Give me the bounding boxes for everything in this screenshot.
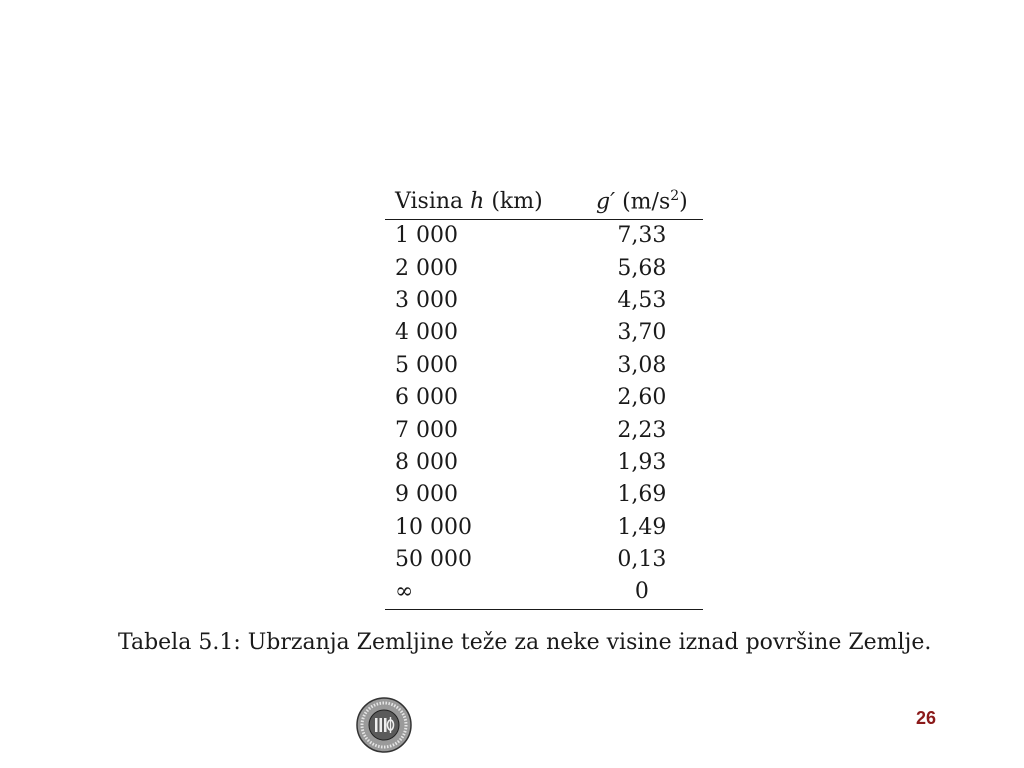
page-number: 26 bbox=[916, 708, 937, 728]
gravity-cell: 5,68 bbox=[617, 255, 667, 281]
height-cell: 8 000 bbox=[395, 449, 458, 475]
height-cell: 3 000 bbox=[395, 287, 458, 313]
gravity-table bbox=[385, 183, 703, 610]
height-cell: 1 000 bbox=[395, 223, 458, 249]
header-gravity: g′ $(m/s^2)$ bbox=[577, 183, 703, 220]
table-row bbox=[385, 447, 703, 479]
height-cell: 9 000 bbox=[395, 482, 458, 508]
table-row bbox=[385, 350, 703, 382]
gravity-cell: 3,08 bbox=[617, 352, 667, 378]
gravity-cell: 1,49 bbox=[617, 514, 667, 540]
gravity-cell: 4,53 bbox=[617, 287, 667, 313]
table-row bbox=[385, 285, 703, 317]
gravity-cell: 2,60 bbox=[617, 385, 667, 411]
table-row bbox=[385, 220, 703, 253]
height-cell: 2 000 bbox=[395, 255, 458, 281]
height-cell: 7 000 bbox=[395, 417, 458, 443]
height-cell: 10 000 bbox=[395, 514, 472, 540]
table-row bbox=[385, 414, 703, 446]
height-cell: 5 000 bbox=[395, 352, 458, 378]
table-row bbox=[385, 252, 703, 284]
height-cell-infinity: ∞ bbox=[385, 576, 577, 609]
table-row bbox=[385, 576, 703, 609]
height-cell: 4 000 bbox=[395, 320, 458, 346]
table-row bbox=[385, 382, 703, 414]
gravity-cell: 2,23 bbox=[617, 417, 667, 443]
table-caption: Tabela 5.1: Ubrzanja Zemljine teže za neke visine iznad površine Zemlje. bbox=[118, 630, 932, 655]
gravity-cell: 0 bbox=[577, 576, 703, 609]
gravity-cell: 1,69 bbox=[617, 482, 667, 508]
gravity-cell: 7,33 bbox=[617, 223, 667, 249]
height-cell: 50 000 bbox=[395, 547, 472, 573]
height-cell: 6 000 bbox=[395, 385, 458, 411]
table-header-row bbox=[385, 183, 703, 220]
gravity-cell: 3,70 bbox=[617, 320, 667, 346]
gravity-cell: 1,93 bbox=[617, 449, 667, 475]
header-height: Visina h (km) bbox=[385, 183, 577, 220]
university-seal-icon bbox=[356, 697, 412, 753]
table-row bbox=[385, 544, 703, 576]
table-row bbox=[385, 317, 703, 349]
table-row bbox=[385, 512, 703, 544]
gravity-cell: 0,13 bbox=[617, 547, 667, 573]
table-row bbox=[385, 479, 703, 511]
